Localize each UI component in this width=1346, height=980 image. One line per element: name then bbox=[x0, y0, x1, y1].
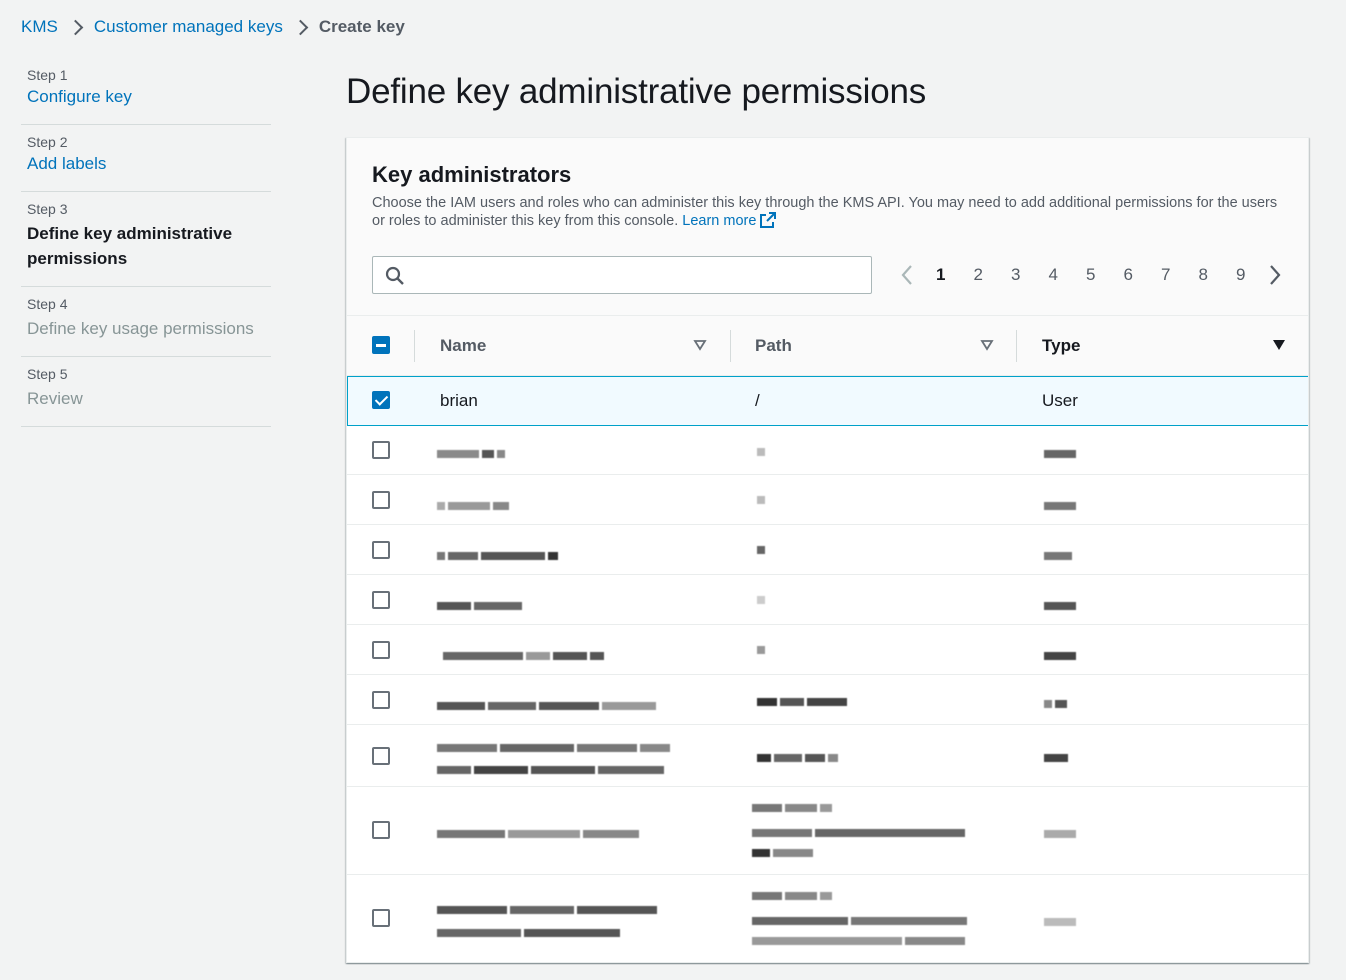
row-checkbox[interactable] bbox=[372, 541, 390, 559]
redacted-path bbox=[752, 887, 992, 945]
row-checkbox[interactable] bbox=[372, 691, 390, 709]
table-row-selected[interactable] bbox=[347, 376, 1309, 426]
redacted-type bbox=[1044, 695, 1070, 713]
column-header-name[interactable] bbox=[440, 316, 730, 376]
column-path-label: Path bbox=[755, 336, 792, 355]
step-2 bbox=[21, 125, 271, 192]
table-row[interactable] bbox=[347, 475, 1309, 525]
learn-more-label: Learn more bbox=[682, 213, 757, 229]
search-icon bbox=[385, 266, 405, 286]
redacted-name bbox=[437, 497, 512, 515]
redacted-name bbox=[437, 697, 659, 715]
table-row[interactable] bbox=[347, 787, 1309, 875]
page-8[interactable]: 8 bbox=[1198, 265, 1208, 284]
page-6[interactable]: 6 bbox=[1123, 265, 1133, 284]
search-field[interactable] bbox=[372, 256, 872, 294]
row-type: User bbox=[1042, 391, 1078, 410]
step-number: Step 2 bbox=[27, 134, 68, 150]
redacted-path bbox=[757, 641, 768, 659]
row-name: brian bbox=[440, 391, 478, 410]
step-1 bbox=[21, 58, 271, 125]
page-1[interactable]: 1 bbox=[936, 265, 946, 284]
description-text: Choose the IAM users and roles who can administer this key through the KMS API. You may need to add additional permissions for the users or roles to administer this key from this console. bbox=[372, 195, 1278, 229]
row-checkbox[interactable] bbox=[372, 909, 390, 927]
select-all-checkbox[interactable] bbox=[372, 336, 390, 354]
step-review-title: Review bbox=[27, 389, 83, 408]
column-divider bbox=[414, 330, 415, 362]
step-number: Step 1 bbox=[27, 67, 68, 83]
learn-more-link[interactable] bbox=[682, 213, 776, 229]
table-row[interactable] bbox=[347, 525, 1309, 575]
redacted-name bbox=[443, 647, 607, 665]
redacted-type bbox=[1044, 825, 1079, 843]
table-header bbox=[347, 316, 1309, 376]
redacted-path bbox=[757, 541, 768, 559]
next-page-button[interactable] bbox=[1260, 262, 1290, 288]
redacted-type bbox=[1044, 497, 1079, 515]
chevron-right-icon bbox=[283, 17, 319, 37]
chevron-right-icon bbox=[1268, 264, 1282, 286]
table-row[interactable] bbox=[347, 875, 1309, 963]
table-row[interactable] bbox=[347, 625, 1309, 675]
redacted-type bbox=[1044, 445, 1079, 463]
redacted-name bbox=[437, 901, 697, 937]
panel-header bbox=[347, 138, 1308, 316]
redacted-path bbox=[757, 443, 768, 461]
redacted-name bbox=[437, 739, 697, 775]
redacted-name bbox=[437, 825, 642, 843]
row-checkbox[interactable] bbox=[372, 391, 390, 409]
page-3[interactable]: 3 bbox=[1011, 265, 1021, 284]
row-checkbox[interactable] bbox=[372, 591, 390, 609]
table-row[interactable] bbox=[347, 575, 1309, 625]
row-checkbox[interactable] bbox=[372, 491, 390, 509]
page-5[interactable]: 5 bbox=[1086, 265, 1096, 284]
column-header-type[interactable] bbox=[1042, 316, 1282, 376]
step-4 bbox=[21, 287, 271, 357]
redacted-name bbox=[437, 445, 508, 463]
redacted-path bbox=[757, 591, 768, 609]
page-4[interactable]: 4 bbox=[1048, 265, 1058, 284]
sort-desc-icon[interactable] bbox=[1272, 339, 1286, 351]
row-checkbox[interactable] bbox=[372, 821, 390, 839]
chevron-right-icon bbox=[58, 17, 94, 37]
redacted-type bbox=[1044, 647, 1079, 665]
redacted-path bbox=[757, 491, 768, 509]
column-type-label: Type bbox=[1042, 336, 1081, 355]
sort-icon[interactable] bbox=[693, 339, 707, 351]
redacted-path bbox=[757, 749, 841, 767]
step-add-labels-link[interactable]: Add labels bbox=[27, 154, 107, 173]
redacted-type bbox=[1044, 597, 1079, 615]
wizard-steps bbox=[21, 58, 271, 427]
previous-page-button[interactable] bbox=[892, 262, 922, 288]
column-divider bbox=[730, 330, 731, 362]
redacted-type bbox=[1044, 913, 1079, 931]
row-path: / bbox=[755, 391, 760, 410]
row-checkbox[interactable] bbox=[372, 441, 390, 459]
pagination bbox=[892, 262, 1290, 288]
chevron-left-icon bbox=[900, 264, 914, 286]
key-administrators-panel bbox=[346, 137, 1309, 963]
redacted-type bbox=[1044, 547, 1075, 565]
breadcrumb-create-key: Create key bbox=[318, 17, 405, 36]
step-number: Step 3 bbox=[27, 201, 68, 217]
step-configure-key-link[interactable]: Configure key bbox=[27, 87, 132, 106]
panel-description bbox=[372, 194, 1292, 230]
panel-title: Key administrators bbox=[372, 162, 572, 187]
table-row[interactable] bbox=[347, 425, 1309, 475]
redacted-name bbox=[437, 547, 561, 565]
breadcrumb-kms[interactable]: KMS bbox=[21, 17, 58, 36]
page-title: Define key administrative permissions bbox=[346, 72, 927, 111]
step-number: Step 5 bbox=[27, 366, 68, 382]
step-number: Step 4 bbox=[27, 296, 68, 312]
row-checkbox[interactable] bbox=[372, 747, 390, 765]
row-checkbox[interactable] bbox=[372, 641, 390, 659]
column-name-label: Name bbox=[440, 336, 487, 355]
table-row[interactable] bbox=[347, 725, 1309, 787]
redacted-type bbox=[1044, 749, 1071, 767]
page-7[interactable]: 7 bbox=[1161, 265, 1171, 284]
step-5 bbox=[21, 357, 271, 427]
column-divider bbox=[1016, 330, 1017, 362]
page-9[interactable]: 9 bbox=[1236, 265, 1246, 284]
sort-icon[interactable] bbox=[980, 339, 994, 351]
step-current-title: Define key administrative permissions bbox=[27, 224, 233, 268]
step-usage-permissions-title: Define key usage permissions bbox=[27, 319, 254, 338]
redacted-name bbox=[437, 597, 525, 615]
redacted-path bbox=[757, 693, 850, 711]
breadcrumb bbox=[21, 17, 405, 37]
search-input[interactable] bbox=[413, 263, 853, 287]
step-3 bbox=[21, 192, 271, 287]
table-row[interactable] bbox=[347, 675, 1309, 725]
redacted-path bbox=[752, 799, 992, 857]
external-link-icon bbox=[760, 212, 776, 228]
breadcrumb-customer-managed-keys[interactable]: Customer managed keys bbox=[93, 17, 283, 36]
page-2[interactable]: 2 bbox=[973, 265, 983, 284]
